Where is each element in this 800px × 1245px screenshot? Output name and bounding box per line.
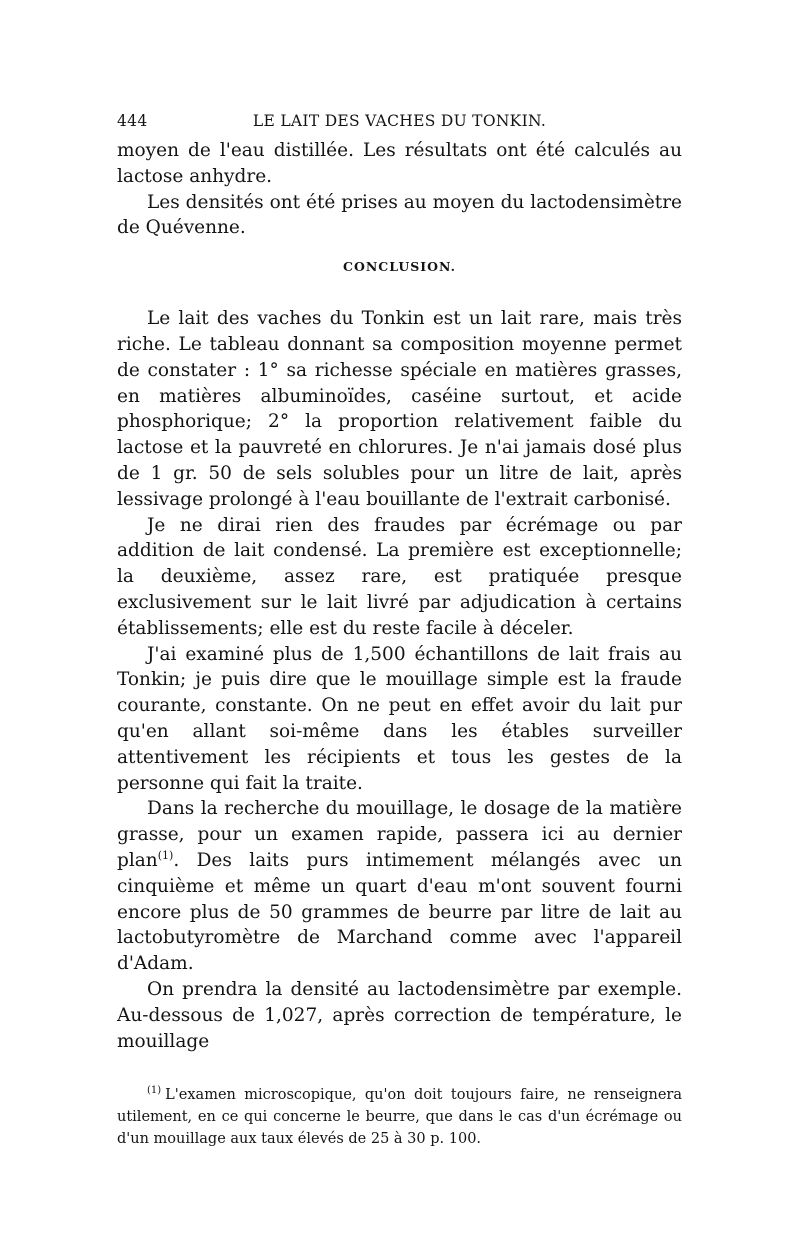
paragraph-conclusion-4-text: Dans la recherche du mouillage, le dosage de la matière grasse, pour un examen rapide, passera ici au dernier plan bbox=[117, 798, 682, 871]
paragraph-conclusion-4 bbox=[117, 796, 682, 977]
paragraph-conclusion-5: On prendra la densité au lactodensimètre par exemple. Au-dessous de 1,027, après correction de température, le mouillage bbox=[117, 978, 682, 1052]
running-title: LE LAIT DES VACHES DU TONKIN. bbox=[252, 112, 547, 130]
paragraph-continued: moyen de l'eau distillée. Les résultats ont été calculés au lactose anhydre. bbox=[117, 140, 682, 187]
paragraph-densites: Les densités ont été prises au moyen du lactodensimètre de Quévenne. bbox=[117, 191, 682, 239]
paragraph-conclusion-2: Je ne dirai rien des fraudes par écrémage ou par addition de lait condensé. La première est exceptionnelle; la deuxième, assez rare, est pratiquée presque exclusivement sur le lait livré par adjudication à certains établissements; elle est du reste facile à déceler. bbox=[117, 514, 682, 639]
page-number: 444 bbox=[117, 112, 148, 130]
footnote-mark: (1) bbox=[147, 1085, 162, 1097]
paragraph-conclusion-3: J'ai examiné plus de 1,500 échantillons de lait frais au Tonkin; je puis dire que le mouillage simple est la fraude courante, constante. On ne peut en effet avoir du lait pur qu'en allant soi-même dans les étables surveiller attentivement les récipients et tous les gestes de la personne qui fait la traite. bbox=[117, 643, 682, 794]
section-heading: CONCLUSION. bbox=[343, 259, 456, 275]
footnote-text: L'examen microscopique, qu'on doit toujours faire, ne renseignera utilement, en ce qui concerne le beurre, que dans le cas d'un écrémage ou d'un mouillage aux taux élevés de 25 à 30 p. 100. bbox=[117, 1087, 682, 1148]
heading-spacer bbox=[117, 288, 682, 306]
book-page bbox=[117, 112, 682, 1165]
footnote-reference[interactable]: (1) bbox=[157, 848, 174, 862]
paragraph-conclusion-1: Le lait des vaches du Tonkin est un lait rare, mais très riche. Le tableau donnant sa composition moyenne permet de constater : 1° sa richesse spéciale en matières grasses, en matières albuminoïdes, caséine surtout, et acide phosphorique; 2° la proportion relativement faible du lactose et la pauvreté en chlorures. Je n'ai jamais dosé plus de 1 gr. 50 de sels solubles pour un litre de lait, après lessivage prolongé à l'eau bouillante de l'extrait carbonisé. bbox=[117, 308, 682, 510]
running-head bbox=[117, 112, 682, 138]
footnote bbox=[117, 1084, 682, 1150]
paragraph-conclusion-4-rest: . Des laits purs intimement mélangés avec un cinquième et même un quart d'eau m'ont souvent fourni encore plus de 50 grammes de beurre par litre de lait au lactobutyromètre de Marchand comme avec l'appareil d'Adam. bbox=[117, 849, 682, 975]
